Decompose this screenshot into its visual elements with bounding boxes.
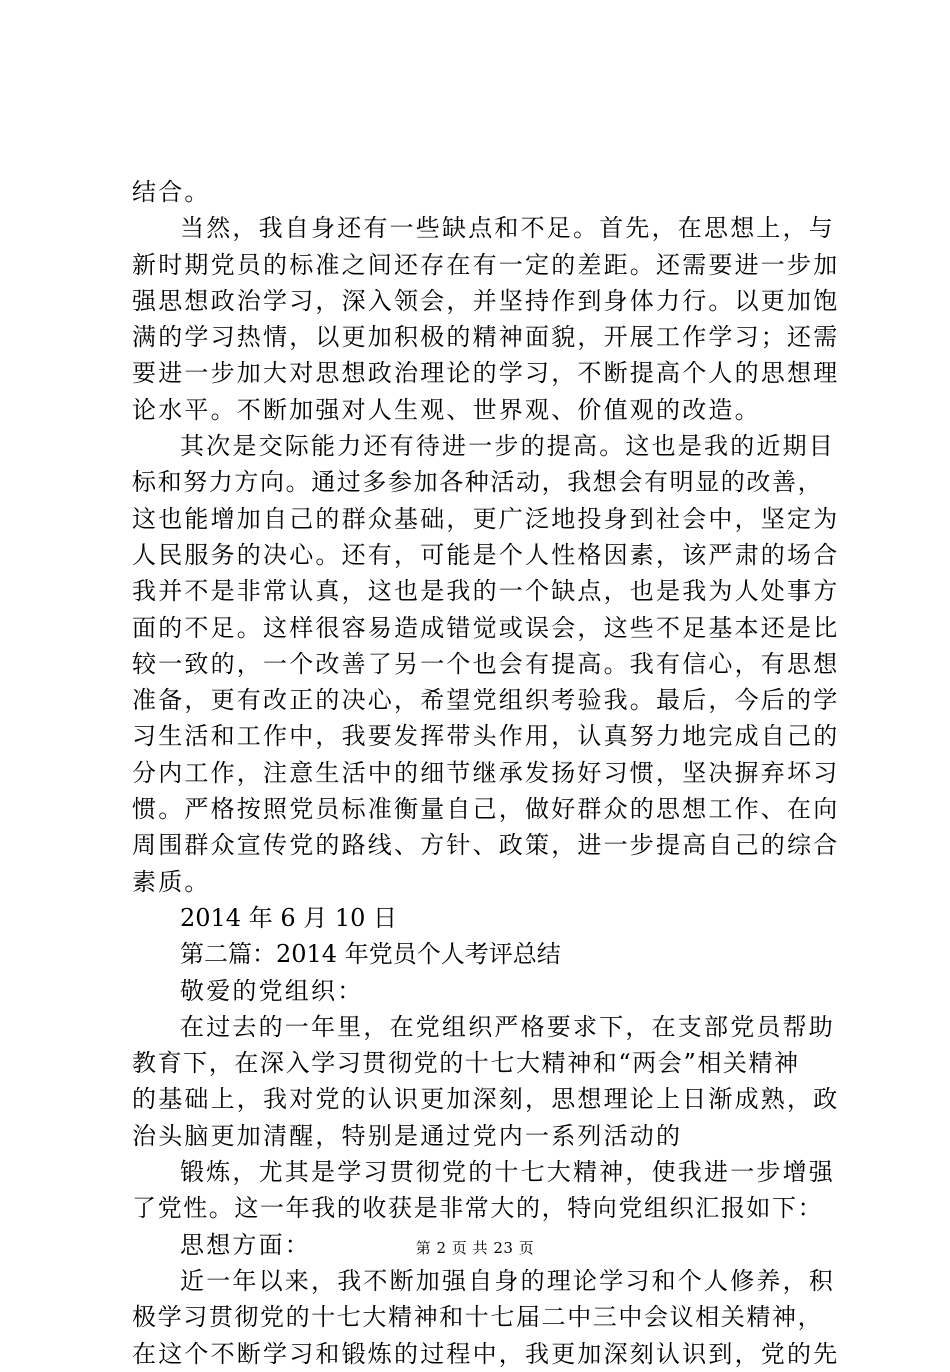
text-line: 我并不是非常认真，这也是我的一个缺点，也是我为人处事方 bbox=[132, 577, 840, 606]
text-line: 极学习贯彻党的十七大精神和十七届二中三中会议相关精神， bbox=[132, 1303, 824, 1332]
text-line: 教育下，在深入学习贯彻党的十七大精神和“两会”相关精神 bbox=[132, 1049, 800, 1078]
text-line: 要进一步加大对思想政治理论的学习，不断提高个人的思想理 bbox=[132, 359, 840, 388]
date-line: 2014 年 6 月 10 日 bbox=[180, 903, 398, 932]
section-heading: 第二篇：2014 年党员个人考评总结 bbox=[180, 940, 561, 969]
text-line: 强思想政治学习，深入领会，并坚持作到身体力行。以更加饱 bbox=[132, 286, 840, 315]
text-line: 新时期党员的标准之间还存在有一定的差距。还需要进一步加 bbox=[132, 250, 840, 279]
text-line: 的基础上，我对党的认识更加深刻，思想理论上日渐成熟，政 bbox=[132, 1085, 840, 1114]
page-footer: 第 2 页 共 23 页 bbox=[415, 1239, 535, 1257]
text-line: 周围群众宣传党的路线、方针、政策，进一步提高自己的综合 bbox=[132, 831, 840, 860]
document-body bbox=[132, 174, 840, 1372]
text-line: 标和努力方向。通过多参加各种活动，我想会有明显的改善， bbox=[132, 468, 824, 497]
text-line: 治头脑更加清醒，特别是通过党内一系列活动的 bbox=[132, 1121, 683, 1150]
text-line: 结合。 bbox=[132, 178, 211, 206]
text-line: 了党性。这一年我的收获是非常大的，特向党组织汇报如下： bbox=[132, 1194, 824, 1223]
salutation: 敬爱的党组织： bbox=[180, 976, 364, 1005]
text-line: 在过去的一年里，在党组织严格要求下，在支部党员帮助 bbox=[180, 1012, 835, 1041]
text-line: 人民服务的决心。还有，可能是个人性格因素，该严肃的场合 bbox=[132, 540, 840, 569]
text-line: 较一致的，一个改善了另一个也会有提高。我有信心，有思想 bbox=[132, 649, 840, 678]
text-line: 论水平。不断加强对人生观、世界观、价值观的改造。 bbox=[132, 395, 761, 424]
text-line: 其次是交际能力还有待进一步的提高。这也是我的近期目 bbox=[180, 432, 835, 461]
text-line: 素质。 bbox=[132, 867, 211, 896]
text-line: 准备，更有改正的决心，希望党组织考验我。最后，今后的学 bbox=[132, 686, 840, 715]
subheading: 思想方面： bbox=[180, 1230, 311, 1259]
text-line: 在这个不断学习和锻炼的过程中，我更加深刻认识到，党的先 bbox=[132, 1339, 840, 1368]
text-line: 习生活和工作中，我要发挥带头作用，认真努力地完成自己的 bbox=[132, 722, 840, 751]
text-line: 这也能增加自己的群众基础，更广泛地投身到社会中，坚定为 bbox=[132, 504, 840, 533]
text-line: 满的学习热情，以更加积极的精神面貌，开展工作学习；还需 bbox=[132, 323, 840, 352]
text-line: 面的不足。这样很容易造成错觉或误会，这些不足基本还是比 bbox=[132, 613, 840, 642]
text-line: 当然，我自身还有一些缺点和不足。首先，在思想上，与 bbox=[180, 214, 835, 243]
text-line: 惯。严格按照党员标准衡量自己，做好群众的思想工作、在向 bbox=[132, 795, 840, 824]
text-line: 锻炼，尤其是学习贯彻党的十七大精神，使我进一步增强 bbox=[180, 1158, 835, 1187]
text-line: 分内工作，注意生活中的细节继承发扬好习惯，坚决摒弃坏习 bbox=[132, 758, 840, 787]
text-line: 近一年以来，我不断加强自身的理论学习和个人修养，积 bbox=[180, 1266, 835, 1295]
